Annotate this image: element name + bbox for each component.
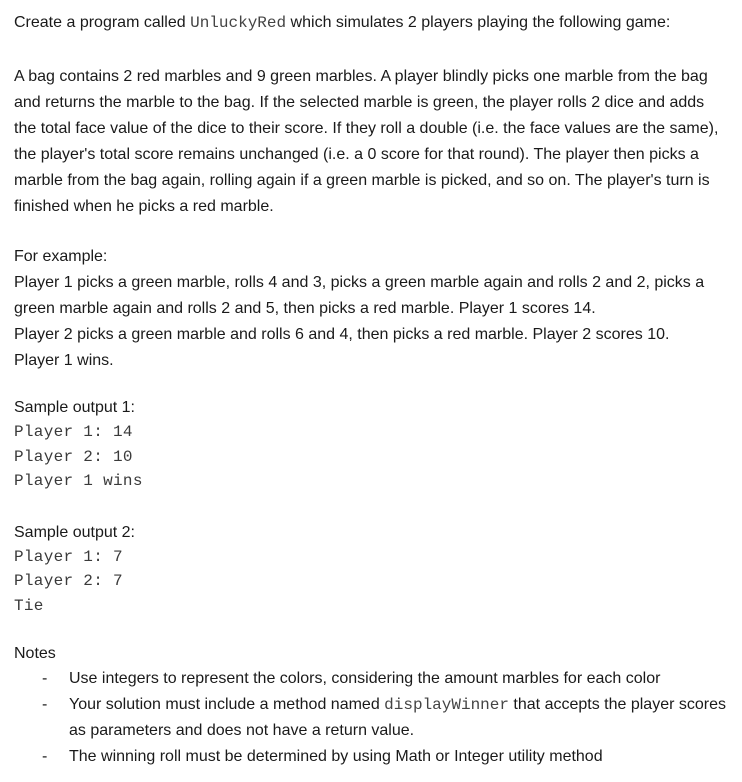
sample-output-1-line: Player 1 wins bbox=[14, 472, 143, 490]
example-heading: For example: bbox=[14, 248, 108, 265]
bullet-dash: - bbox=[42, 670, 48, 687]
sample-output-1-line: Player 2: 10 bbox=[14, 447, 133, 466]
class-name-code: UnluckyRed bbox=[190, 14, 287, 32]
note-item bbox=[14, 692, 726, 744]
note-text: Use integers to represent the colors, considering the amount marbles for each color bbox=[69, 670, 661, 687]
bullet-dash: - bbox=[42, 748, 48, 765]
example-line-player1: Player 1 picks a green marble, rolls 4 and 3, picks a green marble again and rolls 2 and 2, picks a green marble again and rolls 2 and 5, then picks a red marble. Player 1 scores 14. bbox=[14, 274, 705, 317]
intro-text-before: Create a program called bbox=[14, 14, 191, 31]
intro-text-after: which simulates 2 players playing the following game: bbox=[286, 14, 671, 31]
sample-output-2-label: Sample output 2: bbox=[14, 523, 135, 541]
intro-paragraph bbox=[14, 10, 726, 36]
sample-output-2-line: Tie bbox=[14, 596, 44, 615]
notes-list bbox=[14, 666, 726, 770]
notes-heading: Notes bbox=[14, 645, 56, 662]
display-winner-code: displayWinner bbox=[384, 696, 509, 714]
document-page bbox=[14, 10, 726, 770]
note-item bbox=[14, 666, 726, 692]
note-text: The winning roll must be determined by using Math or Integer utility method bbox=[69, 748, 603, 765]
sample-output-1-line: Player 1: 14 bbox=[14, 423, 133, 441]
sample-output-1-label: Sample output 1: bbox=[14, 399, 135, 416]
rules-paragraph: A bag contains 2 red marbles and 9 green marbles. A player blindly picks one marble from the bag and returns the marble to the bag. If the selected marble is green, the player rolls 2 dice and adds the total face value of the dice to their score. If they roll a double (i.e. the face values are the same), the player's total score remains unchanged (i.e. a 0 score for that round). The player then picks a marble from the bag again, rolling again if a green marble is picked, and so on. The player's turn is finished when he picks a red marble. bbox=[14, 68, 719, 215]
sample-output-2-line: Player 2: 7 bbox=[14, 572, 123, 590]
note-text-before: Your solution must include a method named bbox=[69, 696, 385, 713]
example-line-player2: Player 2 picks a green marble and rolls 6 and 4, then picks a red marble. Player 2 scores 10. bbox=[14, 326, 670, 343]
bullet-dash: - bbox=[42, 696, 48, 713]
note-text-after: that accepts the player scores as parameters and does not have a return value. bbox=[69, 696, 726, 739]
note-item bbox=[14, 744, 726, 770]
example-line-result: Player 1 wins. bbox=[14, 352, 114, 369]
sample-output-2-line: Player 1: 7 bbox=[14, 547, 123, 566]
